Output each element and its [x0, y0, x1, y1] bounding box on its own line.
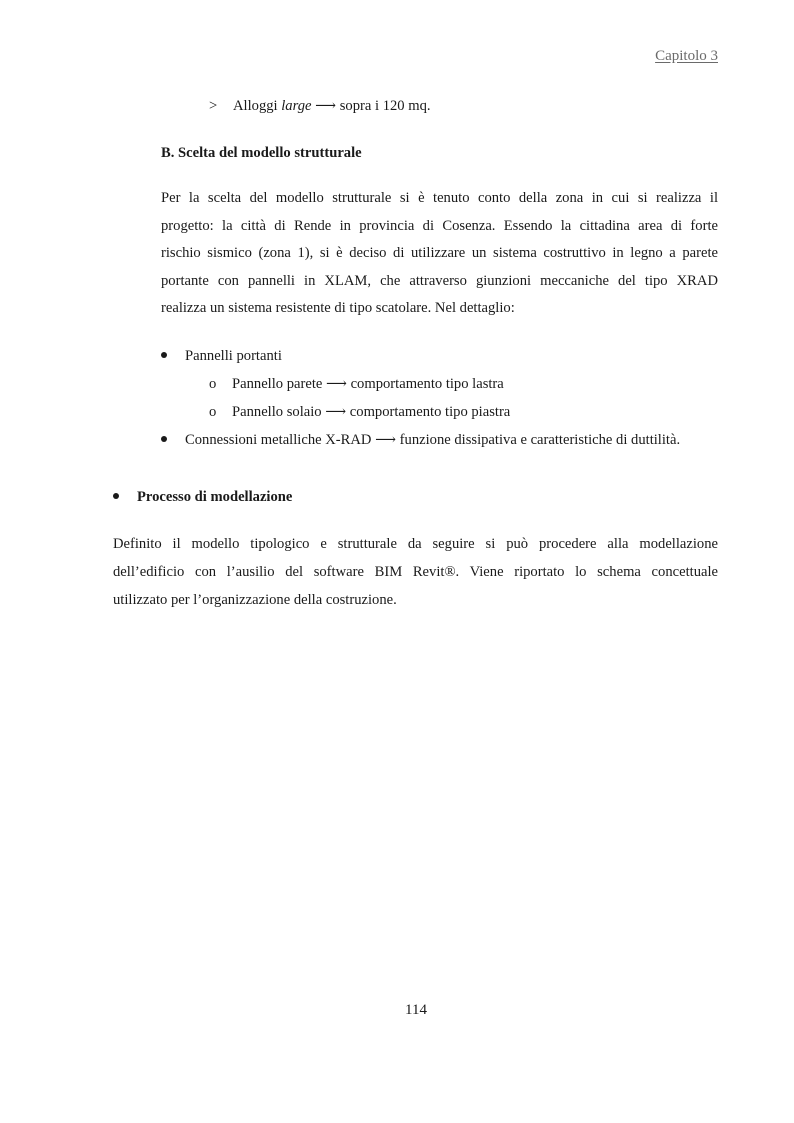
bullet-item-load-bearing-panels — [161, 346, 282, 366]
section-heading-process — [113, 487, 293, 507]
sub-item-wall-panel — [209, 374, 504, 394]
paragraph-line: dell’edificio con l’ausilio del software BIM Revit®. Viene riportato lo schema concettuale — [113, 564, 718, 580]
paragraph-line: rischio sismico (zona 1), si è deciso di utilizzare un sistema costruttivo in legno a parete — [161, 245, 718, 262]
paragraph-line: Definito il modello tipologico e strutturale da seguire si può procedere alla modellazione — [113, 536, 718, 552]
paragraph-line: realizza un sistema resistente di tipo scatolare. Nel dettaglio: — [161, 300, 515, 317]
bullet-dot-icon — [161, 352, 167, 358]
sub-item-label: Pannello solaio ⟶ comportamento tipo piastra — [232, 404, 511, 420]
list-item-prefix: Alloggi — [233, 98, 282, 114]
list-item-italic: large — [281, 98, 312, 114]
list-item-suffix: ⟶ sopra i 120 mq. — [311, 98, 431, 114]
sub-item-label: Pannello parete ⟶ comportamento tipo lastra — [232, 376, 504, 392]
paragraph-structural-model — [161, 185, 718, 323]
bullet-label: Pannelli portanti — [185, 348, 282, 364]
sub-bullet-marker: o — [209, 404, 217, 420]
paragraph-line: progetto: la città di Rende in provincia di Cosenza. Essendo la cittadina area di forte — [161, 217, 718, 234]
sub-item-floor-panel — [209, 402, 510, 422]
chapter-header: Capitolo 3 — [655, 48, 718, 64]
bullet-dot-icon — [113, 493, 119, 499]
section-heading-b: B. Scelta del modello strutturale — [161, 145, 362, 161]
bullet-label: Connessioni metalliche X-RAD ⟶ funzione dissipativa e caratteristiche di duttilità. — [185, 432, 681, 448]
sub-bullet-marker: o — [209, 376, 217, 392]
bullet-item-metal-connections — [161, 430, 681, 450]
process-title: Processo di modellazione — [137, 489, 293, 505]
paragraph-modelling-process — [113, 530, 718, 614]
bullet-dot-icon — [161, 436, 167, 442]
arrow-marker: > — [209, 98, 218, 114]
paragraph-line: portante con pannelli in XLAM, che attraverso giunzioni meccaniche del tipo XRAD — [161, 272, 718, 289]
list-item-large-housing — [209, 96, 431, 116]
page-number: 114 — [405, 1002, 427, 1018]
paragraph-line: utilizzato per l’organizzazione della costruzione. — [113, 592, 397, 608]
paragraph-line: Per la scelta del modello strutturale si è tenuto conto della zona in cui si realizza il — [161, 190, 718, 206]
